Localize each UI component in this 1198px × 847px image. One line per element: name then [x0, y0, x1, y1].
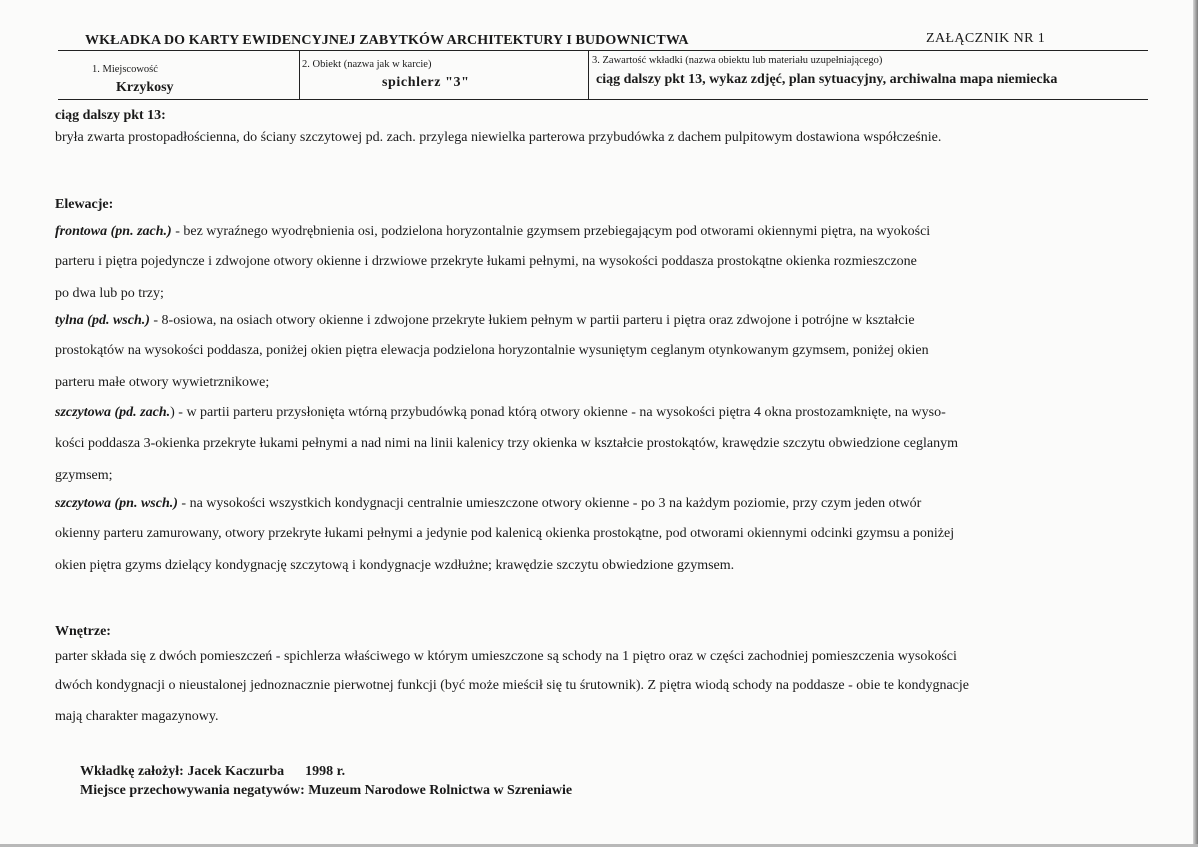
locality-label: 1. Miejscowość: [92, 64, 158, 75]
elevation-gable-sw-line-3: gzymsem;: [55, 468, 113, 483]
continuation-text: bryła zwarta prostopadłościenna, do ściany szczytowej pd. zach. przylega niewielka parterowa przybudówka z dachem pulpitowym dostawiona współcześnie.: [55, 130, 942, 145]
object-value: spichlerz "3": [382, 75, 470, 90]
elevation-rear-term: tylna (pd. wsch.): [55, 313, 150, 328]
field-divider-1: [299, 50, 300, 100]
locality-value: Krzykosy: [116, 80, 174, 95]
elevation-front-line-1: - bez wyraźnego wyodrębnienia osi, podzielona horyzontalnie gzymsem przebiegającym pod otworami okiennymi piętra, na wyokości: [171, 224, 931, 239]
object-label: 2. Obiekt (nazwa jak w karcie): [302, 59, 432, 70]
elevation-gable-sw-line-1: ) - w partii parteru przysłonięta wtórną przybudówką ponad którą otwory okienne - na wysokości piętra 4 okna prostozamknięte, na wyso-: [170, 405, 946, 420]
interior-heading: Wnętrze:: [55, 624, 111, 639]
elevation-front-line-2: parteru i piętra pojedyncze i zdwojone otwory okienne i drzwiowe przekryte łukami pełnymi, na wysokości poddasza prostokątne okienka rozmieszczone: [55, 254, 917, 269]
elevations-heading: Elewacje:: [55, 197, 114, 212]
continuation-heading: ciąg dalszy pkt 13:: [55, 108, 166, 123]
negatives-location-line: Miejsce przechowywania negatywów: Muzeum Narodowe Rolnictwa w Szreniawie: [80, 783, 573, 798]
scan-edge-right: [1193, 0, 1198, 847]
elevation-gable-ne-line-1: - na wysokości wszystkich kondygnacji centralnie umieszczone otwory okienne - po 3 na każdym poziomie, przy czym jeden otwór: [177, 496, 922, 511]
elevation-gable-ne-line-2: okienny parteru zamurowany, otwory przekryte łukami pełnymi a jedynie pod kalenicą okienka prostokątne, pod otworami okiennymi odcinki gzymsu a poniżej: [55, 526, 955, 541]
elevation-gable-ne: [55, 496, 921, 512]
header-top-rule: [58, 50, 1148, 51]
interior-line-2: dwóch kondygnacji o nieustalonej jednoznacznie pierwotnej funkcji (być może mieścił się tu śrutownik). Z piętra wiodą schody na poddasze - obie te kondygnacje: [55, 678, 969, 693]
contents-value: ciąg dalszy pkt 13, wykaz zdjęć, plan sytuacyjny, archiwalna mapa niemiecka: [596, 72, 1058, 87]
elevation-rear-line-2: prostokątów na wysokości poddasza, poniżej okien piętra elewacja podzielona horyzontalnie wysuniętym ceglanym otynkowanym gzymsem, poniżej okien: [55, 343, 929, 358]
author-line: Wkładkę założył: Jacek Kaczurba 1998 r.: [80, 764, 346, 779]
interior-line-1: parter składa się z dwóch pomieszczeń - spichlerza właściwego w którym umieszczone są schody na 1 piętro oraz w części zachodniej pomieszczenia wysokości: [55, 649, 957, 664]
elevation-front-term: frontowa (pn. zach.): [55, 224, 172, 239]
elevation-rear-line-3: parteru małe otwory wywietrznikowe;: [55, 375, 270, 390]
interior-line-3: mają charakter magazynowy.: [55, 709, 219, 724]
elevation-rear-line-1: - 8-osiowa, na osiach otwory okienne i zdwojone przekryte łukiem pełnym w partii parteru i piętra oraz zdwojone i potrójne w kształcie: [149, 313, 915, 328]
elevation-gable-ne-term: szczytowa (pn. wsch.): [55, 496, 178, 511]
elevation-front: [55, 224, 930, 240]
elevation-front-line-3: po dwa lub po trzy;: [55, 286, 164, 301]
annex-number: ZAŁĄCZNIK NR 1: [926, 31, 1046, 46]
elevation-gable-ne-line-3: okien piętra gzyms dzielący kondygnację szczytową i kondygnacje wzdłużne; krawędzie szczytu obwiedzione gzymsem.: [55, 558, 735, 573]
field-divider-2: [588, 50, 589, 100]
header-bottom-rule: [58, 99, 1148, 100]
elevation-gable-sw: [55, 405, 946, 421]
elevation-rear: [55, 313, 915, 329]
elevation-gable-sw-term: szczytowa (pd. zach.: [55, 405, 171, 420]
elevation-gable-sw-line-2: kości poddasza 3-okienka przekryte łukami pełnymi a nad nimi na linii kalenicy trzy okienka w kształcie prostokątów, krawędzie szczytu obwiedzione ceglanym: [55, 436, 958, 451]
contents-label: 3. Zawartość wkładki (nazwa obiektu lub materiału uzupełniającego): [592, 55, 883, 66]
document-title: WKŁADKA DO KARTY EWIDENCYJNEJ ZABYTKÓW ARCHITEKTURY I BUDOWNICTWA: [85, 33, 689, 48]
